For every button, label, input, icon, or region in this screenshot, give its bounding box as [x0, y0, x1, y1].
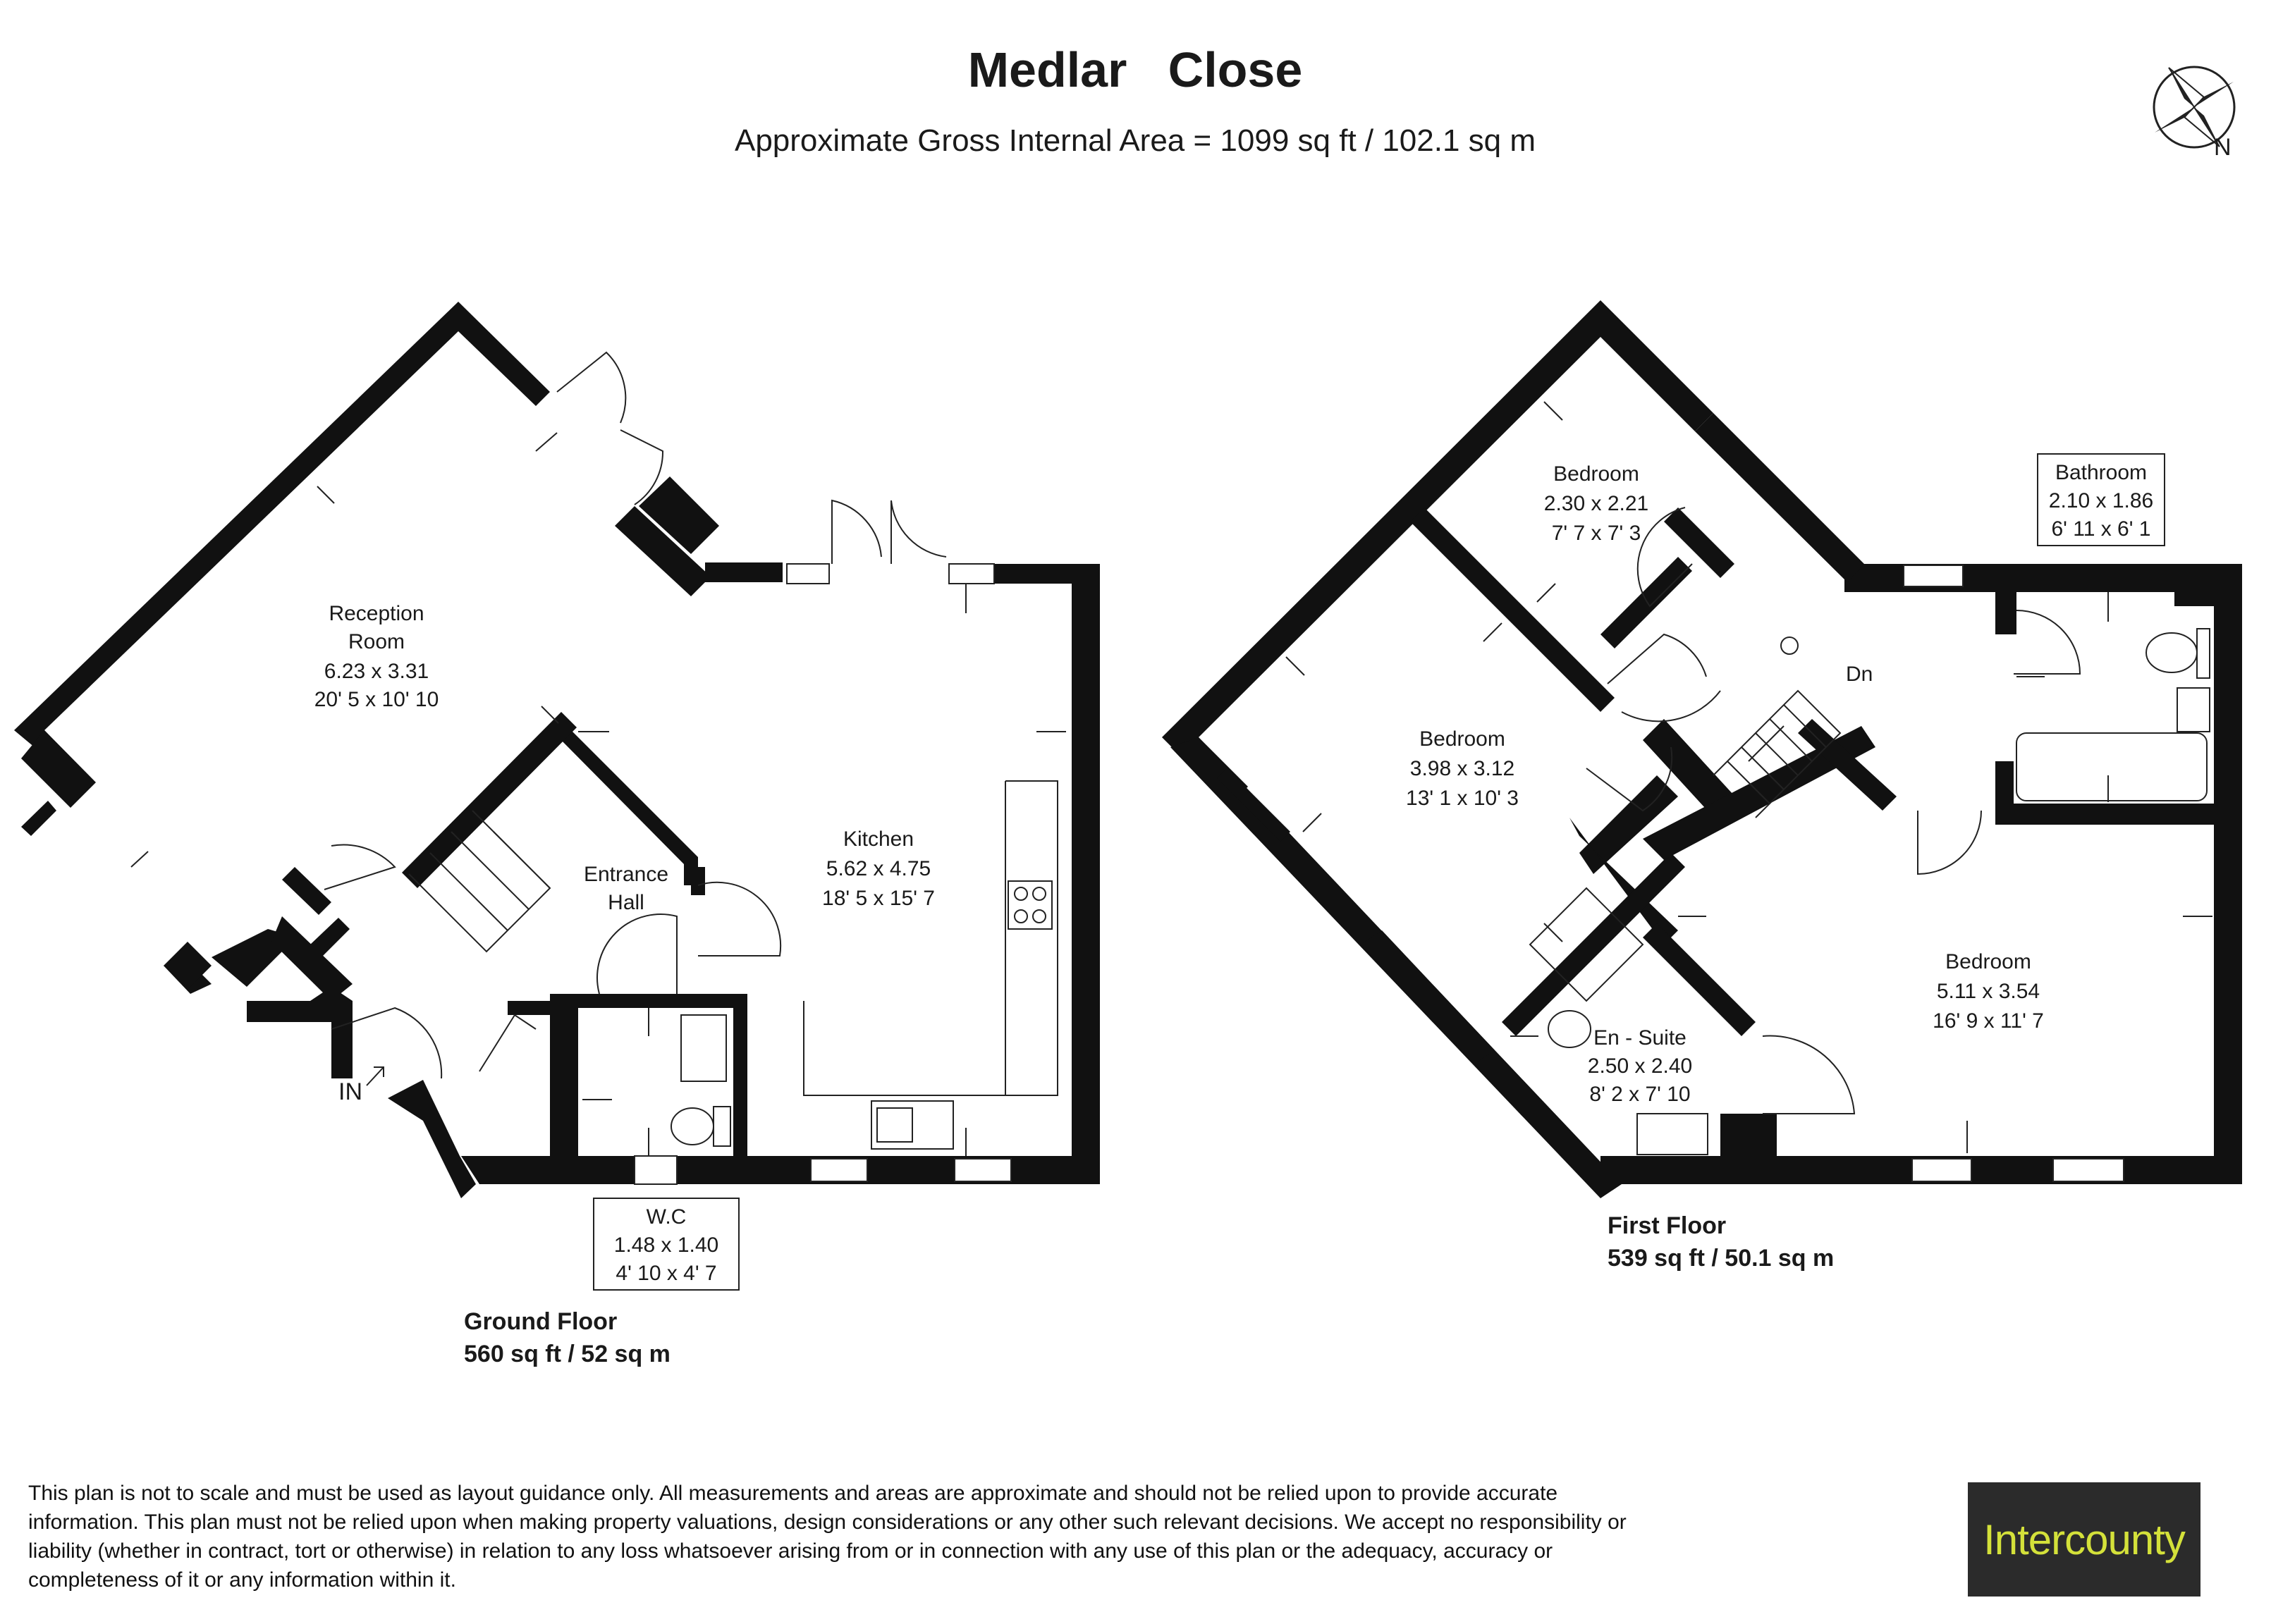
bedroom-mid-metric: 3.98 x 3.12	[1409, 757, 1515, 780]
kitchen-imperial: 18' 5 x 15' 7	[822, 887, 935, 910]
ground-floor-area: 560 sq ft / 52 sq m	[464, 1341, 671, 1367]
first-floor-area: 539 sq ft / 50.1 sq m	[1608, 1245, 1835, 1272]
plan-title: Medlar Close	[967, 42, 1303, 97]
wc-name: W.C	[646, 1205, 687, 1229]
bedroom-main-imperial: 16' 9 x 11' 7	[1933, 1009, 2044, 1033]
disclaimer-text: This plan is not to scale and must be used as layout guidance only. All measurements and areas are approximate and should not be relied upon to provide accurate information. This plan must not be relied upon when making property valuations, design considerations or any other such relevant decisions. We accept no responsibility or liability (whether in contract, tort or otherwise) in relation to any loss whatsoever arising from or in connection with any use of this plan or the adequacy, accuracy or completeness of it or any information within it.	[28, 1482, 1627, 1592]
bedroom-main-metric: 5.11 x 3.54	[1936, 980, 2040, 1003]
ground-stairs	[409, 811, 550, 952]
wc-metric: 1.48 x 1.40	[613, 1234, 719, 1257]
wc-imperial: 4' 10 x 4' 7	[616, 1262, 717, 1285]
first-floor-label: First Floor	[1608, 1212, 1727, 1239]
kitchen-metric: 5.62 x 4.75	[826, 857, 931, 880]
ensuite-name: En - Suite	[1593, 1026, 1687, 1050]
stairs-down-label: Dn	[1846, 663, 1873, 686]
bedroom-small-metric: 2.30 x 2.21	[1543, 492, 1649, 515]
bathroom-metric: 2.10 x 1.86	[2048, 489, 2154, 512]
reception-name-2: Room	[348, 630, 405, 653]
reception-wall-nw	[14, 302, 550, 758]
ensuite-imperial: 8' 2 x 7' 10	[1589, 1083, 1691, 1106]
bedroom-mid-imperial: 13' 1 x 10' 3	[1406, 787, 1519, 810]
entrance-arrow-icon	[367, 1067, 384, 1085]
hall-name-1: Entrance	[583, 863, 669, 886]
reception-name-1: Reception	[329, 602, 424, 625]
reception-imperial: 20' 5 x 10' 10	[314, 688, 439, 711]
ensuite-metric: 2.50 x 2.40	[1587, 1054, 1693, 1078]
bedroom-small-imperial: 7' 7 x 7' 3	[1551, 522, 1641, 545]
bedroom-mid-name: Bedroom	[1419, 727, 1505, 751]
bedroom-small-name: Bedroom	[1553, 462, 1639, 486]
bathroom-imperial: 6' 11 x 6' 1	[2051, 517, 2151, 541]
entrance-label: IN	[338, 1078, 362, 1105]
plan-subtitle: Approximate Gross Internal Area = 1099 sq ft / 102.1 sq m	[734, 123, 1536, 158]
reception-metric: 6.23 x 3.31	[324, 660, 429, 683]
bathroom-name: Bathroom	[2055, 461, 2148, 484]
ground-floor-label: Ground Floor	[464, 1308, 618, 1335]
ground-floor-plan	[14, 302, 1100, 1290]
intercounty-logo	[1968, 1482, 2200, 1597]
kitchen-name: Kitchen	[843, 828, 914, 851]
logo-text: Intercounty	[1983, 1515, 2185, 1563]
first-floor-plan	[1162, 300, 2242, 1198]
compass-north-label: N	[2214, 134, 2232, 161]
bedroom-main-name: Bedroom	[1945, 950, 2031, 973]
hall-name-2: Hall	[608, 891, 644, 914]
